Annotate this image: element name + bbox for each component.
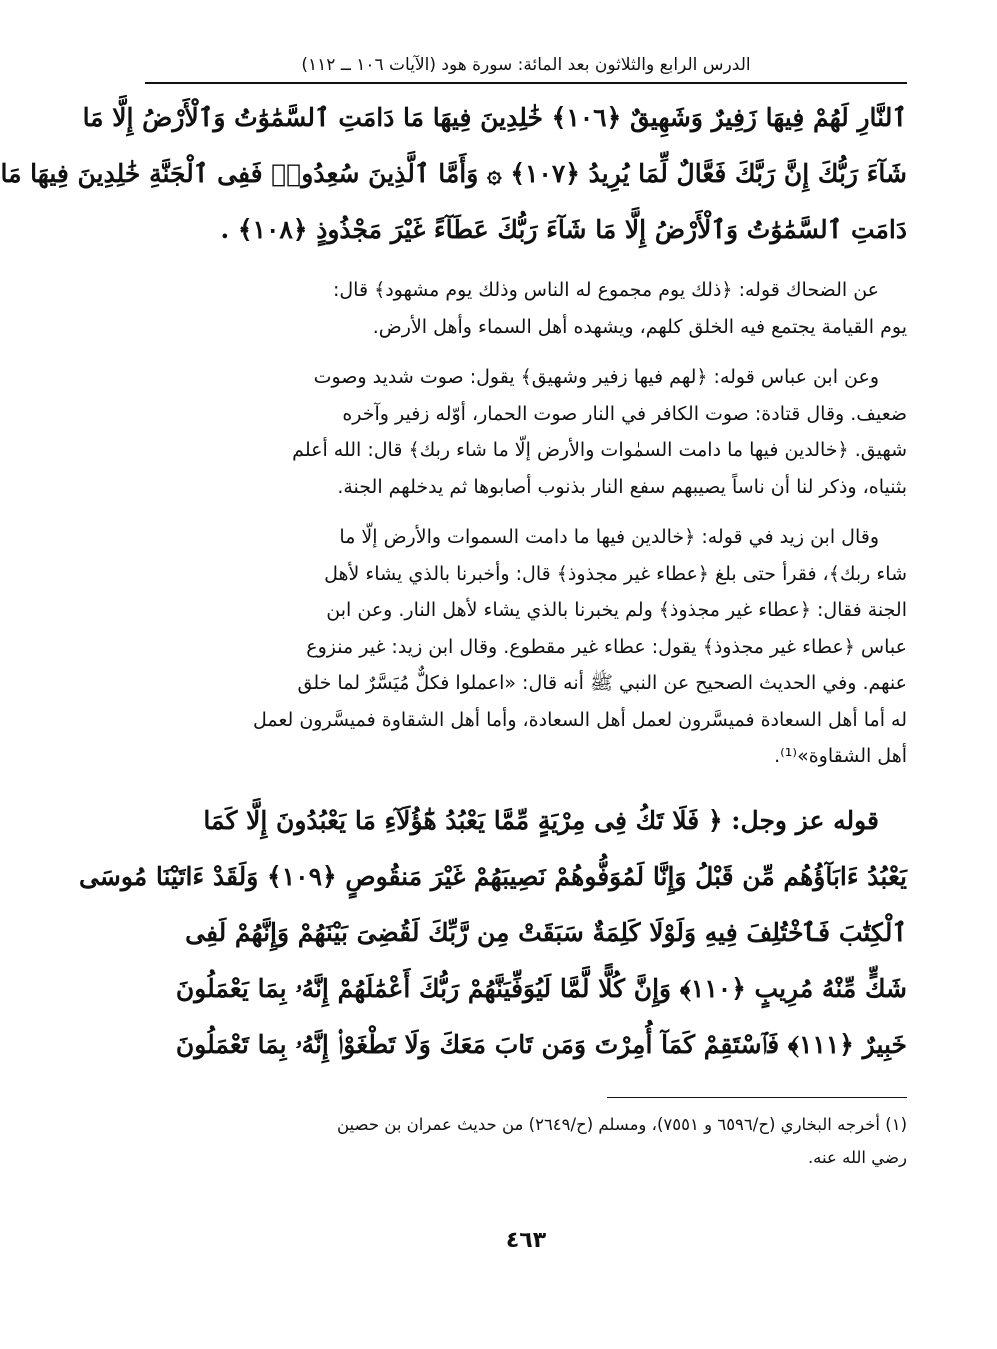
quran-verses-109-112 xyxy=(79,793,907,1073)
text-line: له أما أهل السعادة فميسَّرون لعمل أهل السعادة، وأما أهل الشقاوة فميسَّرون لعمل xyxy=(252,708,907,731)
text-line: وقال ابن زيد في قوله: ﴿خالدين فيها ما دامت السموات والأرض إلّا ما xyxy=(339,526,879,548)
text-line: ضعيف. وقال قتادة: صوت الكافر في النار صوت الحمار، أوّله زفير وآخره xyxy=(342,402,907,425)
quran-line: ٱلْكِتَٰبَ فَٱخْتُلِفَ فِيهِ وَلَوْلَا كَلِمَةٌ سَبَقَتْ مِن رَّبِّكَ لَقُضِىَ بَيْنَهُمْ وَإِنَّهُمْ لَفِى xyxy=(185,917,907,947)
text-line: الجنة فقال: ﴿عطاء غير مجذوذ﴾ ولم يخبرنا بالذي يشاء لأهل النار. وعن ابن xyxy=(326,599,907,621)
book-page xyxy=(0,50,907,1310)
text-line: شاء ربك﴾، فقرأ حتى بلغ ﴿عطاء غير مجذوذ﴾ قال: وأخبرنا بالذي يشاء لأهل xyxy=(324,562,907,585)
footnote-line: (١) أخرجه البخاري (ح/٦٥٩٦ و ٧٥٥١)، ومسلم (ح/٢٦٤٩) من حديث عمران بن حصين xyxy=(336,1114,907,1134)
page-number: ٤٦٣ xyxy=(505,1228,547,1253)
paragraph-ibn-abbas xyxy=(145,359,907,505)
footnote-rule xyxy=(607,1097,907,1098)
quran-line: شَآءَ رَبُّكَ إِنَّ رَبَّكَ فَعَّالٌ لِّمَا يُرِيدُ ﴿١٠٧﴾ ۞ وَأَمَّا ٱلَّذِينَ سُعِدُوا۟ فَفِى ٱلْجَنَّةِ خَٰلِدِينَ فِيهَا مَا xyxy=(0,159,907,188)
quran-line: شَكٍّ مِّنْهُ مُرِيبٍ ﴿١١٠﴾ وَإِنَّ كُلًّا لَّمَّا لَيُوَفِّيَنَّهُمْ رَبُّكَ أَعْمَٰلَهُمْ إِنَّهُۥ بِمَا يَعْمَلُونَ xyxy=(175,973,907,1003)
quran-line: خَبِيرٌ ﴿١١١﴾ فَٱسْتَقِمْ كَمَآ أُمِرْتَ وَمَن تَابَ مَعَكَ وَلَا تَطْغَوْا۟ إِنَّهُۥ بِمَا تَعْمَلُونَ xyxy=(175,1029,907,1059)
paragraph-dahhak xyxy=(145,272,907,345)
quran-line: ٱلنَّارِ لَهُمْ فِيهَا زَفِيرٌ وَشَهِيقٌ ﴿١٠٦﴾ خَٰلِدِينَ فِيهَا مَا دَامَتِ ٱلسَّمَٰوَٰتُ وَٱلْأَرْضُ إِلَّا مَا xyxy=(82,103,907,132)
footnote xyxy=(145,1108,907,1174)
running-head: الدرس الرابع والثلاثون بعد المائة: سورة هود (الآيات ١٠٦ ــ ١١٢) xyxy=(301,55,751,75)
text-line: وعن ابن عباس قوله: ﴿لهم فيها زفير وشهيق﴾ يقول: صوت شديد وصوت xyxy=(313,366,879,388)
text-line: يوم القيامة يجتمع فيه الخلق كلهم، ويشهده أهل السماء وأهل الأرض. xyxy=(372,315,907,338)
quran-line: دَامَتِ ٱلسَّمَٰوَٰتُ وَٱلْأَرْضُ إِلَّا مَا شَآءَ رَبُّكَ عَطَآءً غَيْرَ مَجْذُوذٍ ﴿١٠٨﴾ . xyxy=(220,215,907,244)
quran-verses-106-108 xyxy=(0,90,907,258)
text-line: عباس ﴿عطاء غير مجذوذ﴾ يقول: عطاء غير مقطوع. وقال ابن زيد: غير منزوع xyxy=(306,635,907,658)
text-line: شهيق. ﴿خالدين فيها ما دامت السمٰوات والأرض إلّا ما شاء ربك﴾ قال: الله أعلم xyxy=(292,439,907,461)
text-line: أهل الشقاوة»⁽¹⁾. xyxy=(774,745,907,767)
text-line: عن الضحاك قوله: ﴿ذلك يوم مجموع له الناس وذلك يوم مشهود﴾ قال: xyxy=(332,279,879,301)
quran-line: قوله عز وجل: ﴿ فَلَا تَكُ فِى مِرْيَةٍ مِّمَّا يَعْبُدُ هَٰٓؤُلَآءِ مَا يَعْبُدُونَ إِلَّا كَمَا xyxy=(203,805,879,835)
footnote-line: رضي الله عنه. xyxy=(807,1147,907,1167)
quran-line: يَعْبُدُ ءَابَآؤُهُم مِّن قَبْلُ وَإِنَّا لَمُوَفُّوهُمْ نَصِيبَهُمْ غَيْرَ مَنقُوصٍ ﴿١٠٩﴾ وَلَقَدْ ءَاتَيْنَا مُوسَى xyxy=(79,861,907,891)
text-line: بثنياه، وذكر لنا أن ناساً يصيبهم سفع النار بذنوب أصابوها ثم يدخلهم الجنة. xyxy=(337,475,907,498)
paragraph-ibn-zayd xyxy=(145,519,907,775)
text-line: عنهم. وفي الحديث الصحيح عن النبي ﷺ أنه قال: «اعملوا فكلٌّ مُيَسَّرٌ لما خلق xyxy=(297,672,907,694)
header-rule xyxy=(145,82,907,84)
